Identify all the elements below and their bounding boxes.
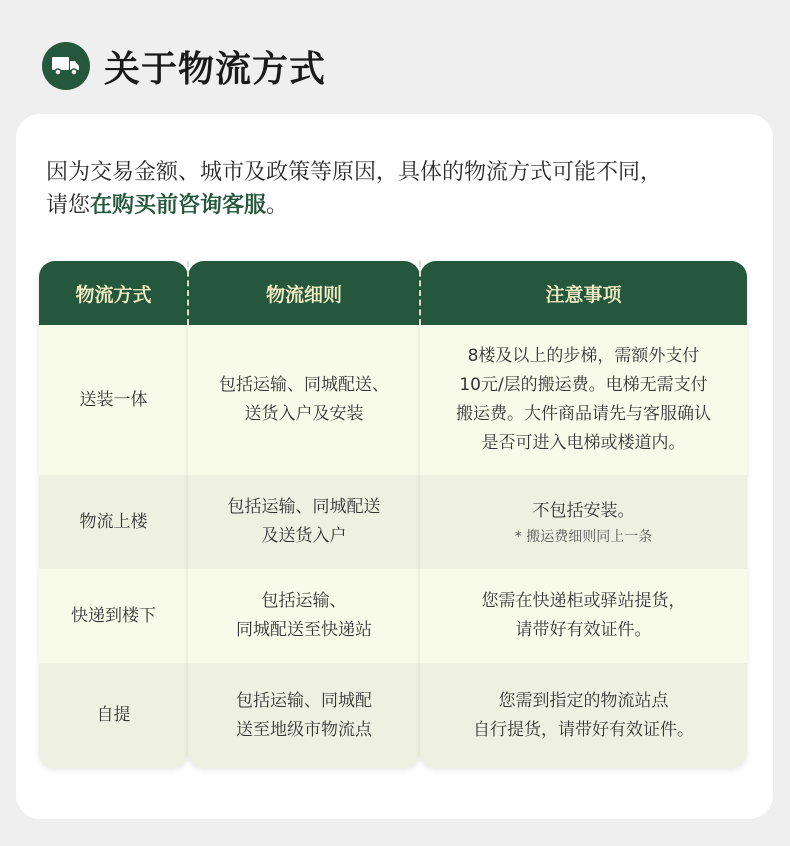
notes-line: 自行提货，请带好有效证件。 bbox=[473, 719, 694, 740]
notes-line: 10元/层的搬运费。电梯无需支付 bbox=[459, 375, 708, 395]
details-line: 包括运输、同城配 bbox=[236, 690, 372, 711]
notes-line: 您需到指定的物流站点 bbox=[498, 690, 669, 711]
intro-line-1: 因为交易金额、城市及政策等原因，具体的物流方式可能不同， bbox=[46, 160, 663, 185]
notes-line: 不包括安装。 bbox=[532, 500, 635, 521]
footnote: * 搬运费细则同上一条 bbox=[514, 528, 653, 545]
intro-highlight: 在购买前咨询客服 bbox=[90, 193, 267, 218]
details-line: 包括运输、 bbox=[261, 591, 347, 611]
details-line: 送至地级市物流点 bbox=[236, 719, 372, 740]
header-divider bbox=[419, 261, 421, 325]
table-cell-notes bbox=[420, 569, 747, 663]
table-cell-details bbox=[188, 475, 420, 569]
column-method bbox=[39, 261, 188, 768]
intro-suffix: 。 bbox=[266, 193, 289, 218]
table-cell-details bbox=[188, 325, 420, 475]
notes-line: 请带好有效证件。 bbox=[515, 620, 652, 640]
header-details: 物流细则 bbox=[188, 261, 420, 325]
table-cell-notes bbox=[420, 663, 747, 768]
table-cell-method: 物流上楼 bbox=[39, 475, 188, 569]
page-title: 关于物流方式 bbox=[104, 48, 327, 90]
content-card bbox=[16, 114, 773, 819]
table-cell-details bbox=[188, 663, 420, 768]
details-line: 同城配送至快递站 bbox=[236, 620, 372, 640]
table-cell-notes bbox=[420, 475, 747, 569]
table-cell-method: 自提 bbox=[39, 663, 188, 768]
intro-prefix: 请您 bbox=[46, 193, 91, 218]
header-notes: 注意事项 bbox=[420, 261, 747, 325]
notes-line: 搬运费。大件商品请先与客服确认 bbox=[456, 404, 711, 424]
intro-line-2 bbox=[46, 189, 746, 222]
details-line: 包括运输、同城配送、 bbox=[219, 375, 389, 395]
column-notes bbox=[420, 261, 747, 768]
table-cell-notes bbox=[420, 325, 747, 475]
details-line: 包括运输、同城配送 bbox=[227, 497, 381, 517]
column-details bbox=[188, 261, 420, 768]
table-cell-method: 送装一体 bbox=[39, 325, 188, 475]
header-divider bbox=[187, 261, 189, 325]
notes-line: 8楼及以上的步梯，需额外支付 bbox=[467, 346, 700, 366]
table-cell-method: 快递到楼下 bbox=[39, 569, 188, 663]
section-header bbox=[42, 40, 326, 92]
details-line: 及送货入户 bbox=[261, 526, 347, 546]
notes-line: 是否可进入电梯或楼道内。 bbox=[481, 433, 686, 453]
notes-line: 您需在快递柜或驿站提货， bbox=[481, 591, 686, 611]
table-cell-details bbox=[188, 569, 420, 663]
header-method: 物流方式 bbox=[39, 261, 188, 325]
truck-icon bbox=[42, 42, 90, 90]
intro-text bbox=[46, 156, 746, 222]
details-line: 送货入户及安装 bbox=[244, 404, 364, 424]
